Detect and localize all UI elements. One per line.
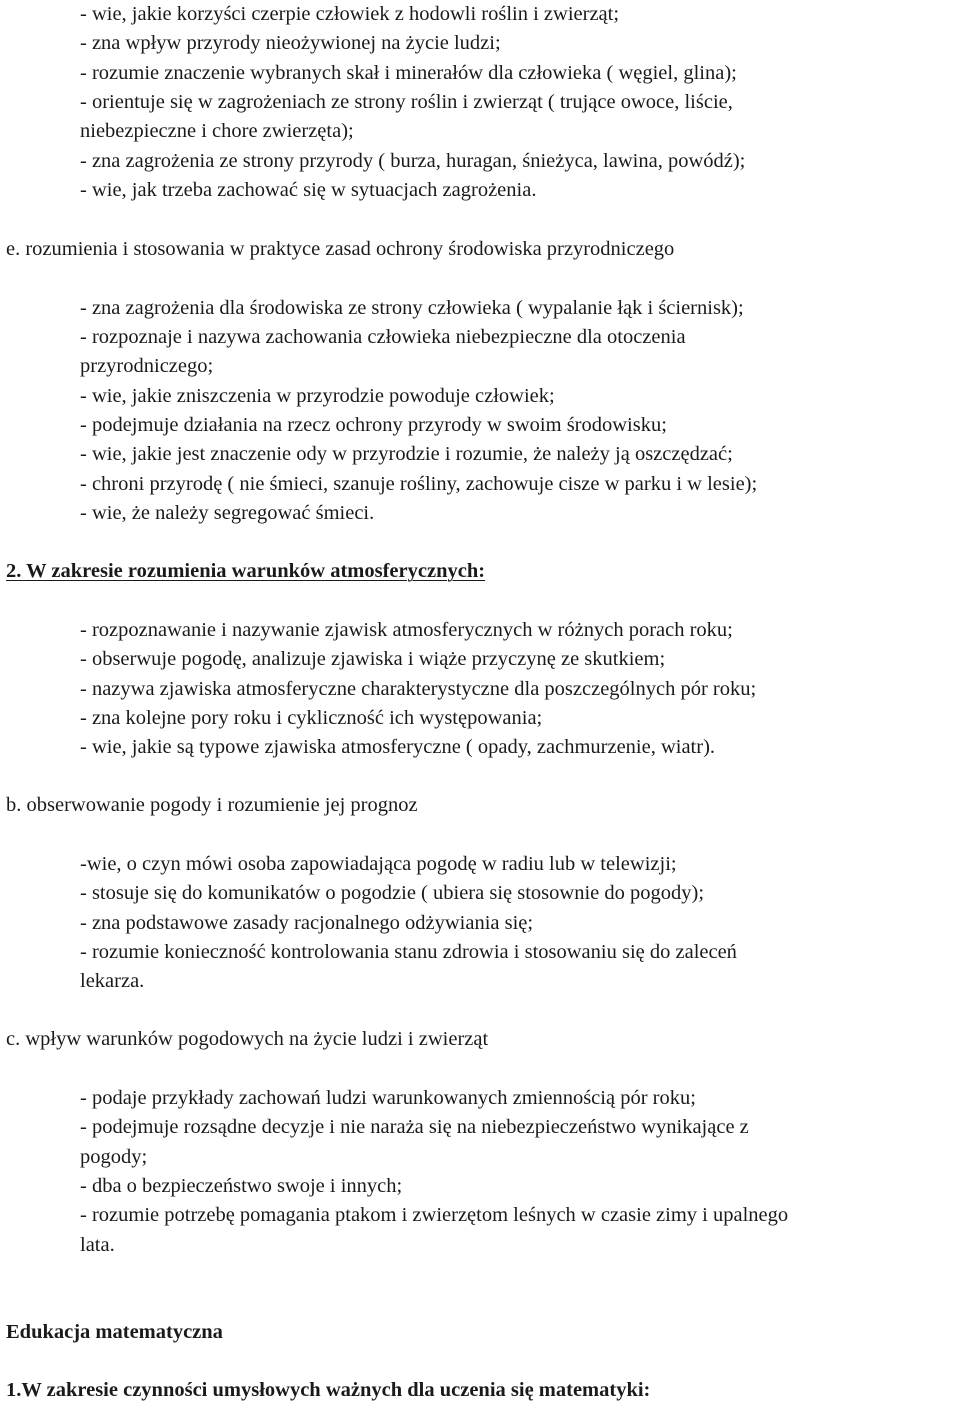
- list-item: - nazywa zjawiska atmosferyczne charakterystyczne dla poszczególnych pór roku;: [80, 678, 757, 700]
- section-e-heading: e. rozumienia i stosowania w praktyce zasad ochrony środowiska przyrodniczego: [6, 238, 675, 260]
- list-item: - wie, jakie zniszczenia w przyrodzie powoduje człowiek;: [80, 385, 555, 407]
- list-item: - zna zagrożenia dla środowiska ze strony człowieka ( wypalanie łąk i ściernisk);: [80, 297, 744, 319]
- list-item: - wie, jakie są typowe zjawiska atmosferyczne ( opady, zachmurzenie, wiatr).: [80, 736, 716, 758]
- list-item: - rozpoznawanie i nazywanie zjawisk atmosferycznych w różnych porach roku;: [80, 619, 733, 641]
- list-item: - rozumie znaczenie wybranych skał i minerałów dla człowieka ( węgiel, glina);: [80, 62, 737, 84]
- list-item: - zna wpływ przyrody nieożywionej na życie ludzi;: [80, 32, 501, 54]
- list-item: - chroni przyrodę ( nie śmieci, szanuje rośliny, zachowuje cisze w parku i w lesie);: [80, 473, 758, 495]
- list-item: pogody;: [80, 1146, 148, 1168]
- list-item: - podaje przykłady zachowań ludzi warunkowanych zmiennością pór roku;: [80, 1087, 696, 1109]
- list-item: - zna kolejne pory roku i cykliczność ich występowania;: [80, 707, 543, 729]
- list-item: - stosuje się do komunikatów o pogodzie ( ubiera się stosownie do pogody);: [80, 882, 705, 904]
- list-item: - wie, że należy segregować śmieci.: [80, 502, 375, 524]
- math-title: Edukacja matematyczna: [6, 1321, 223, 1343]
- list-item: lata.: [80, 1234, 115, 1256]
- list-item: - orientuje się w zagrożeniach ze strony roślin i zwierząt ( trujące owoce, liście,: [80, 91, 733, 113]
- section-2-heading: 2. W zakresie rozumienia warunków atmosferycznych:: [6, 560, 486, 582]
- section-b-heading: b. obserwowanie pogody i rozumienie jej prognoz: [6, 794, 418, 816]
- list-item: - podejmuje rozsądne decyzje i nie naraża się na niebezpieczeństwo wynikające z: [80, 1116, 749, 1138]
- list-item: - dba o bezpieczeństwo swoje i innych;: [80, 1175, 403, 1197]
- list-item: - obserwuje pogodę, analizuje zjawiska i wiąże przyczynę ze skutkiem;: [80, 648, 666, 670]
- math-subheading: 1.W zakresie czynności umysłowych ważnych dla uczenia się matematyki:: [6, 1379, 651, 1401]
- list-item: - rozumie konieczność kontrolowania stanu zdrowia i stosowaniu się do zaleceń: [80, 941, 737, 963]
- list-item: - wie, jakie jest znaczenie ody w przyrodzie i rozumie, że należy ją oszczędzać;: [80, 443, 733, 465]
- list-item: - wie, jak trzeba zachować się w sytuacjach zagrożenia.: [80, 179, 537, 201]
- list-item: - rozumie potrzebę pomagania ptakom i zwierzętom leśnych w czasie zimy i upalnego: [80, 1204, 789, 1226]
- list-item: - podejmuje działania na rzecz ochrony przyrody w swoim środowisku;: [80, 414, 667, 436]
- list-item: niebezpieczne i chore zwierzęta);: [80, 120, 354, 142]
- list-item: - rozpoznaje i nazywa zachowania człowieka niebezpieczne dla otoczenia: [80, 326, 686, 348]
- list-item: przyrodniczego;: [80, 355, 214, 377]
- list-item: -wie, o czyn mówi osoba zapowiadająca pogodę w radiu lub w telewizji;: [80, 853, 677, 875]
- list-item: - zna zagrożenia ze strony przyrody ( burza, huragan, śnieżyca, lawina, powódź);: [80, 150, 746, 172]
- section-c-heading: c. wpływ warunków pogodowych na życie ludzi i zwierząt: [6, 1028, 489, 1050]
- list-item: lekarza.: [80, 970, 145, 992]
- list-item: - zna podstawowe zasady racjonalnego odżywiania się;: [80, 912, 534, 934]
- list-item: - wie, jakie korzyści czerpie człowiek z hodowli roślin i zwierząt;: [80, 3, 620, 25]
